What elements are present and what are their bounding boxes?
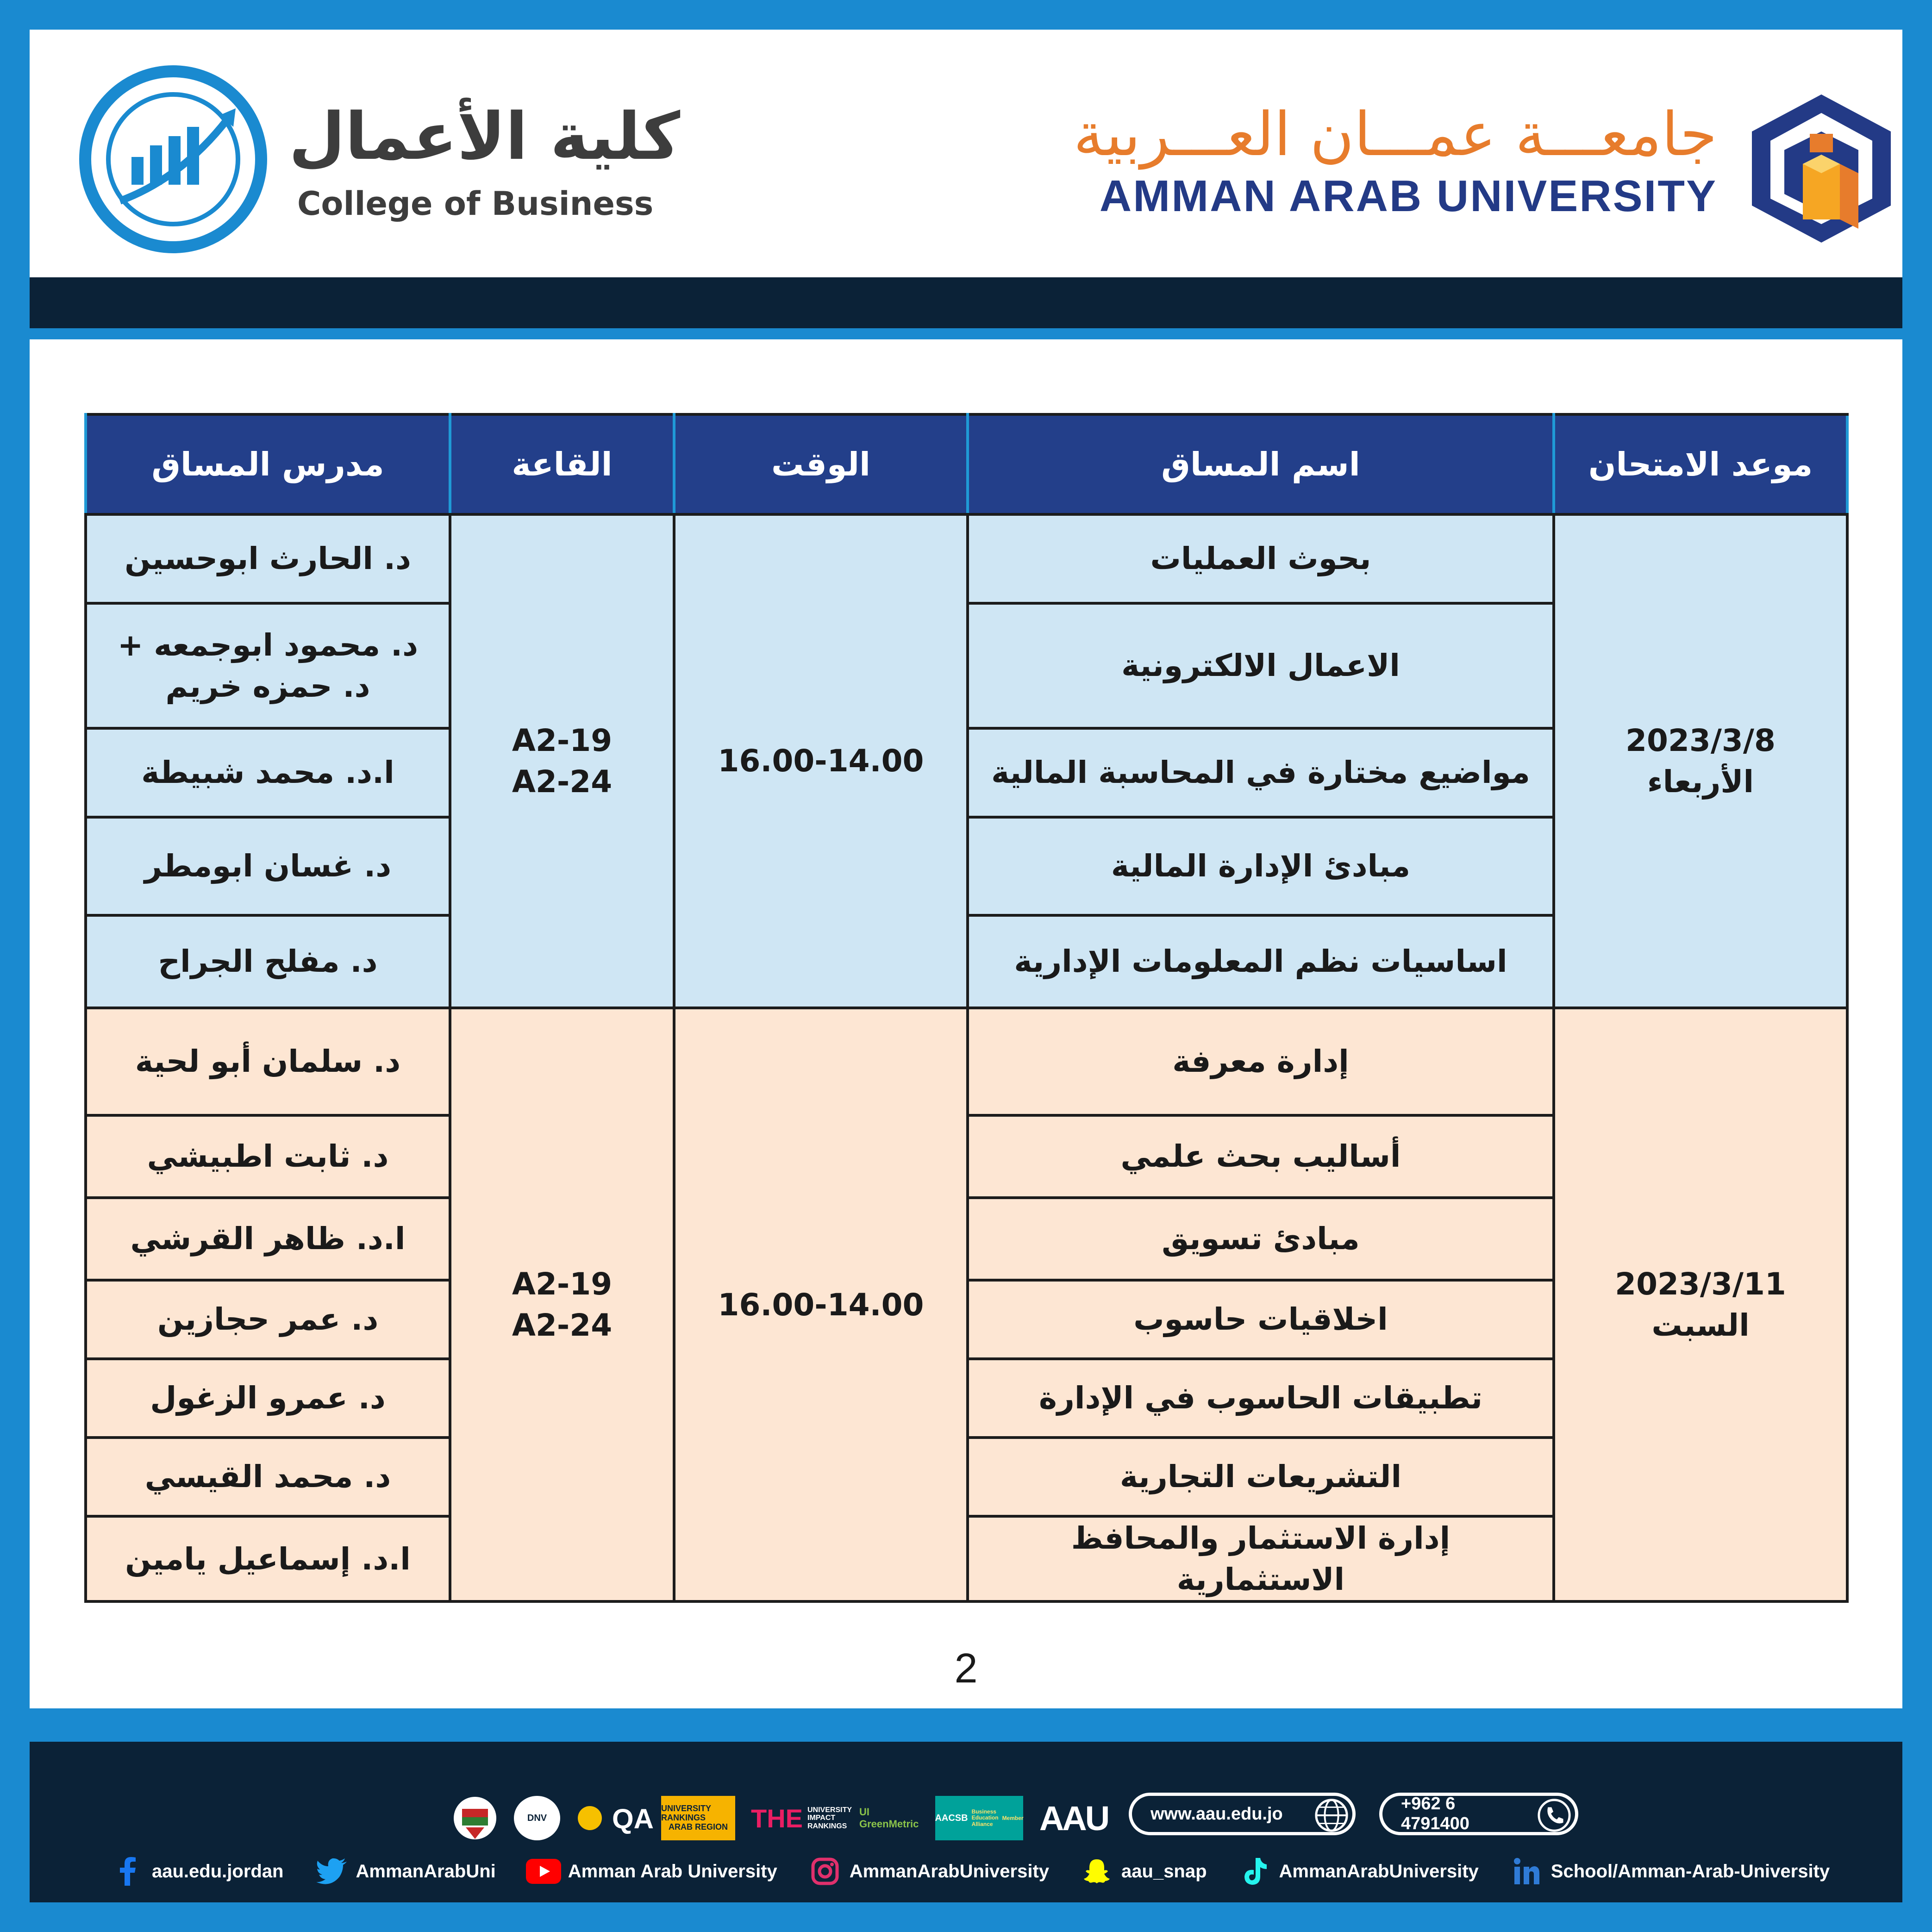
social-links [113,1851,1830,1892]
twitter-icon[interactable] [317,1857,346,1886]
badge-label: UNIVERSITY IMPACT RANKINGS [807,1806,852,1830]
page-frame [30,30,1902,1902]
footer [30,1742,1902,1902]
header-band [30,277,1902,328]
badge-label: Member [1002,1815,1024,1821]
course-name: مبادئ الإدارة المالية [968,817,1554,915]
course-name: أساليب بحث علمي [968,1115,1554,1198]
university-logo-icon [1747,90,1895,243]
university-name-ar: جامعـــة عمـــان العـــربية [1073,99,1717,169]
instructor-name: د. عمر حجازين [86,1280,450,1359]
header-course-name: اسم المساق [968,414,1554,514]
exam-date: 2023/3/8 [1626,722,1776,758]
greenmetric-badge: UI GreenMetric [859,1806,919,1830]
divider [30,1708,1902,1742]
quality-seal-icon [452,1795,498,1841]
content-area [30,339,1902,1710]
instructor-name: د. ثابت اطبيشي [86,1115,450,1198]
badge-label: ARAB REGION [668,1822,728,1832]
phone-icon [1536,1797,1572,1833]
exam-time: 16.00-14.00 [674,1008,968,1601]
social-label[interactable]: aau.edu.jordan [152,1861,284,1882]
header-hall: القاعة [450,414,674,514]
table-row [86,1008,1847,1115]
badge-label: THE [751,1803,803,1833]
exam-schedule-table [84,413,1849,1603]
hall: A2-24 [512,764,613,800]
exam-date-cell [1554,514,1847,1008]
hall: A2-24 [512,1307,613,1344]
course-name: مواضيع مختارة في المحاسبة المالية [968,728,1554,817]
exam-date-cell [1554,1008,1847,1601]
table-header-row [86,414,1847,514]
youtube-icon[interactable] [529,1857,558,1886]
instructor-name: ا.د. ظاهر القرشي [86,1198,450,1280]
tiktok-icon[interactable] [1240,1857,1269,1886]
instructor-name: د. الحارث ابوحسين [86,514,450,603]
hall: A2-19 [512,1266,613,1302]
course-name: مبادئ تسويق [968,1198,1554,1280]
instructor-name: د. غسان ابومطر [86,817,450,915]
instructor-name: ا.د. إسماعيل يامين [86,1516,450,1601]
header [30,30,1902,277]
social-label[interactable]: Amman Arab University [568,1861,777,1882]
social-label[interactable]: AmmanArabUni [356,1861,496,1882]
college-logo-icon [76,62,270,256]
header-exam-date: موعد الامتحان [1554,414,1847,514]
exam-day: الأربعاء [1647,764,1754,800]
website-link[interactable] [1129,1793,1356,1835]
globe-icon [1313,1797,1350,1833]
social-label[interactable]: AmmanArabUniversity [849,1861,1050,1882]
instructor-name: د. سلمان أبو لحية [86,1008,450,1115]
social-label[interactable]: School/Amman-Arab-University [1551,1861,1830,1882]
badge-label: UNIVERSITY RANKINGS [661,1804,711,1823]
exam-time: 16.00-14.00 [674,514,968,1008]
instructor-name: ا.د. محمد شبيطة [86,728,450,817]
facebook-icon[interactable] [113,1857,142,1886]
instructor-name: د. محمود ابوجمعه + د. حمزه خريم [86,603,450,728]
instructor-name: د. عمرو الزغول [86,1359,450,1438]
exam-day: السبت [1651,1307,1750,1344]
aau-badge: AAU [1039,1799,1108,1838]
instagram-icon[interactable] [811,1857,839,1886]
hall-cell [450,514,674,1008]
dnv-badge: DNV [514,1796,560,1840]
social-label[interactable]: AmmanArabUniversity [1279,1861,1479,1882]
course-name: تطبيقات الحاسوب في الإدارة [968,1359,1554,1438]
course-name: إدارة الاستثمار والمحافظ الاستثمارية [968,1516,1554,1601]
instructor-name: د. محمد القيسي [86,1438,450,1516]
qs-arab-region-badge [661,1796,735,1840]
qa-badge-icon [576,1796,654,1840]
the-impact-badge [751,1796,852,1840]
college-name-en: College of Business [297,185,654,223]
college-name-ar: كلية الأعمال [289,99,681,175]
exam-date: 2023/3/11 [1615,1266,1786,1302]
phone-text: +962 6 4791400 [1401,1794,1469,1833]
hall-cell [450,1008,674,1601]
svg-text:QA: QA [612,1803,654,1834]
course-name: اساسيات نظم المعلومات الإدارية [968,915,1554,1008]
course-name: الاعمال الالكترونية [968,603,1554,728]
page-number: 2 [954,1645,978,1692]
accreditation-badges [452,1793,1108,1844]
aacsb-badge [935,1796,1023,1840]
badge-label: Business Education Alliance [971,1808,999,1827]
course-name: إدارة معرفة [968,1008,1554,1115]
header-instructor: مدرس المساق [86,414,450,514]
course-name: بحوث العمليات [968,514,1554,603]
course-name: اخلاقيات حاسوب [968,1280,1554,1359]
linkedin-icon[interactable] [1512,1857,1541,1886]
course-name: التشريعات التجارية [968,1438,1554,1516]
phone-link[interactable] [1379,1793,1578,1835]
divider [30,328,1902,339]
instructor-name: د. مفلح الجراح [86,915,450,1008]
website-text: www.aau.edu.jo [1150,1804,1283,1824]
badge-label: AACSB [935,1813,968,1823]
header-time: الوقت [674,414,968,514]
social-label[interactable]: aau_snap [1121,1861,1207,1882]
hall: A2-19 [512,722,613,758]
university-name-en: AMMAN ARAB UNIVERSITY [1099,171,1717,221]
snapchat-icon[interactable] [1082,1857,1111,1886]
table-row [86,514,1847,603]
